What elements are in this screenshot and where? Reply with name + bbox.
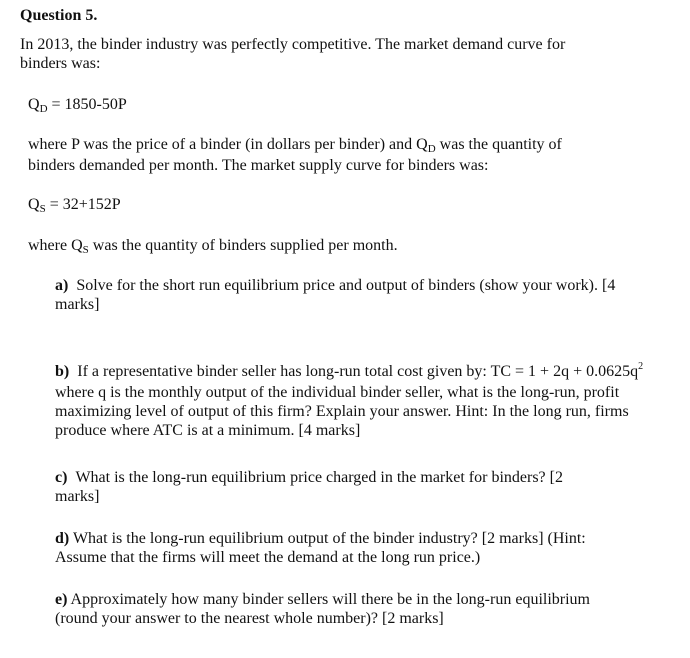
part-d-line-1 xyxy=(55,529,675,548)
demand-equation xyxy=(28,95,127,116)
question-title: Question 5. xyxy=(20,7,98,24)
part-b xyxy=(55,362,675,440)
supply-subscript: S xyxy=(39,203,46,215)
part-d-text-1: What is the long-run equilibrium output of the binder industry? [2 marks] (Hint: xyxy=(69,530,586,547)
part-b-line-2: where q is the monthly output of the individual binder seller, what is the long-run, profit xyxy=(55,384,620,401)
part-d-label: d) xyxy=(55,530,70,547)
part-e-line-1 xyxy=(55,590,675,609)
part-e-text-1: Approximately how many binder sellers will there be in the long-run equilibrium xyxy=(67,591,590,608)
part-a-line-1 xyxy=(55,276,690,295)
part-e-label: e) xyxy=(55,591,68,608)
part-b-label: b) xyxy=(55,363,70,380)
where-demand-q: Q xyxy=(416,136,428,153)
part-a-label: a) xyxy=(55,277,69,294)
where-demand-paragraph xyxy=(28,135,668,175)
where-demand-line-2: binders demanded per month. The market supply curve for binders was: xyxy=(28,157,489,174)
part-b-text-1: If a representative binder seller has long-run total cost given by: TC = 1 + 2q + 0.0625q xyxy=(77,363,639,380)
part-a-text-1: Solve for the short run equilibrium price and output of binders (show your work). [4 xyxy=(76,277,616,294)
part-c xyxy=(55,468,690,506)
intro-paragraph xyxy=(20,35,660,73)
demand-q: Q xyxy=(28,96,40,113)
part-e-line-2: (round your answer to the nearest whole number)? [2 marks] xyxy=(55,610,444,627)
demand-subscript: D xyxy=(39,103,48,115)
where-supply-text-b: was the quantity of binders supplied per month. xyxy=(88,237,398,254)
part-c-text-1: What is the long-run equilibrium price charged in the market for binders? [2 xyxy=(75,469,563,486)
part-e xyxy=(55,590,675,628)
where-demand-text-a: where P was the price of a binder (in dollars per binder) and xyxy=(28,136,417,153)
demand-rhs: = 1850-50P xyxy=(47,96,127,113)
intro-line-1: In 2013, the binder industry was perfectly competitive. The market demand curve for xyxy=(20,36,566,53)
part-d xyxy=(55,529,675,567)
where-supply-q: Q xyxy=(71,237,83,254)
part-c-line-2: marks] xyxy=(55,488,100,505)
where-supply-paragraph xyxy=(28,236,668,257)
where-supply-subscript: S xyxy=(82,244,89,256)
supply-q: Q xyxy=(28,196,40,213)
intro-line-2: binders was: xyxy=(20,55,101,72)
part-c-label: c) xyxy=(55,469,68,486)
where-demand-line-1 xyxy=(28,135,668,156)
part-a xyxy=(55,276,690,314)
part-c-line-1 xyxy=(55,468,690,487)
part-b-line-3: maximizing level of output of this firm? Explain your answer. Hint: In the long run, firms xyxy=(55,403,629,420)
part-a-line-2: marks] xyxy=(55,296,100,313)
where-demand-text-b: was the quantity of xyxy=(435,136,562,153)
supply-equation xyxy=(28,195,121,216)
where-demand-subscript: D xyxy=(427,143,436,155)
part-d-line-2: Assume that the firms will meet the demand at the long run price.) xyxy=(55,549,481,566)
part-b-superscript: 2 xyxy=(638,361,644,372)
where-supply-text-a: where xyxy=(28,237,72,254)
part-b-line-1 xyxy=(55,362,675,383)
supply-rhs: = 32+152P xyxy=(45,196,121,213)
part-b-line-4: produce where ATC is at a minimum. [4 marks] xyxy=(55,422,361,439)
